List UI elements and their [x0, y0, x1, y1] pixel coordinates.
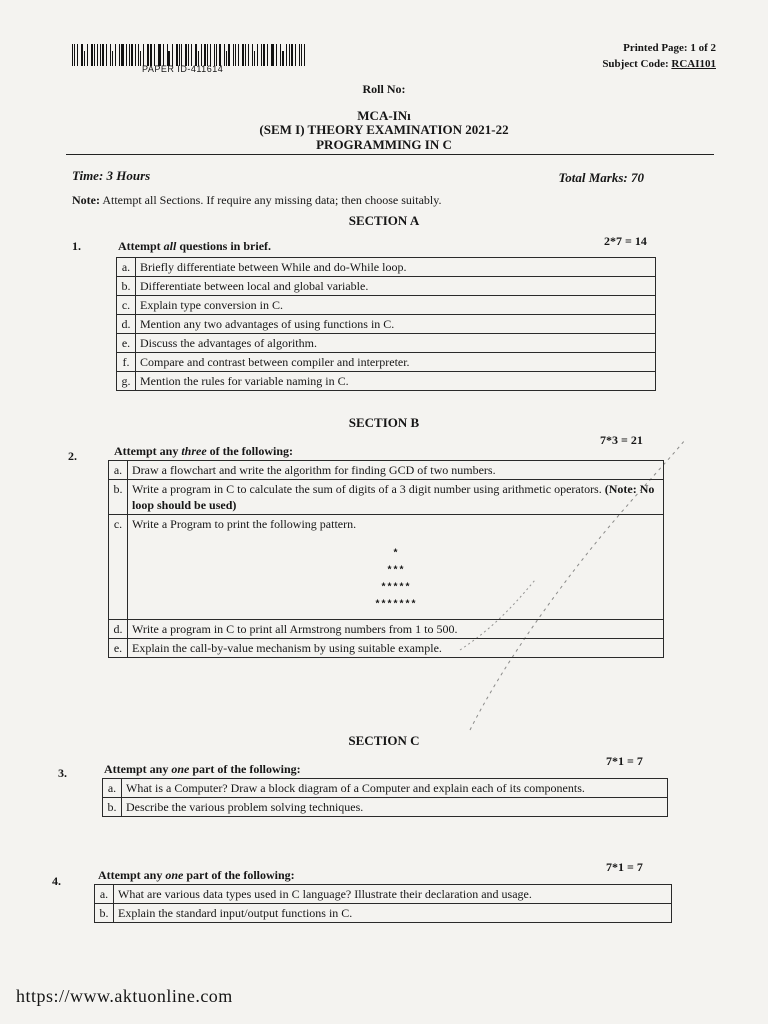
- question-label: e.: [109, 639, 128, 658]
- barcode-bar: [97, 44, 98, 66]
- barcode-bar: [102, 44, 104, 66]
- barcode-bar: [94, 44, 95, 66]
- question-text-cell: [136, 258, 656, 277]
- barcode-bar: [214, 44, 215, 66]
- question-text: Describe the various problem solving techniques.: [126, 800, 364, 814]
- barcode-bar: [257, 44, 258, 66]
- q4-heading-post: part of the following:: [186, 868, 295, 882]
- question-text: Differentiate between local and global variable.: [140, 279, 369, 293]
- question-label: d.: [109, 620, 128, 639]
- q3-number: 3.: [58, 766, 67, 780]
- barcode-bar: [263, 44, 265, 66]
- q3-table: [102, 778, 668, 817]
- barcode-bar: [276, 44, 277, 66]
- q4-heading-pre: Attempt any: [98, 868, 163, 882]
- q1-table: [116, 257, 656, 391]
- question-label: a.: [103, 779, 122, 798]
- question-text-cell: [122, 798, 668, 817]
- barcode-bar: [291, 44, 293, 66]
- barcode-bar: [181, 44, 182, 66]
- barcode-bar: [188, 44, 189, 66]
- barcode-bar: [280, 44, 281, 66]
- question-label: b.: [109, 480, 128, 515]
- q1-heading: [118, 239, 271, 254]
- barcode-bar: [150, 44, 151, 66]
- question-text: Write a Program to print the following pattern.: [132, 517, 357, 531]
- barcode-bar: [238, 44, 239, 66]
- question-row: [117, 296, 656, 315]
- barcode-bar: [286, 44, 287, 66]
- barcode-bar: [195, 44, 197, 66]
- question-text: Explain the standard input/output functions in C.: [118, 906, 353, 920]
- question-text: What is a Computer? Draw a block diagram of a Computer and explain each of its components.: [126, 781, 585, 795]
- barcode-bar: [167, 44, 168, 66]
- barcode-bar: [254, 51, 255, 66]
- q3-heading-em: one: [171, 762, 190, 776]
- barcode-bar: [295, 44, 296, 66]
- barcode-bar: [129, 44, 130, 66]
- question-row: [117, 353, 656, 372]
- barcode-bar: [106, 44, 107, 66]
- question-text: Draw a flowchart and write the algorithm for finding GCD of two numbers.: [132, 463, 496, 477]
- barcode-bar: [81, 44, 83, 66]
- barcode-bar: [235, 44, 236, 66]
- barcode-bar: [207, 44, 208, 66]
- question-label: e.: [117, 334, 136, 353]
- barcode-bar: [289, 44, 290, 66]
- note-label: Note:: [72, 193, 100, 207]
- footer-url[interactable]: https://www.aktuonline.com: [16, 986, 233, 1006]
- barcode-bar: [143, 44, 144, 66]
- barcode-bar: [110, 44, 111, 66]
- question-label: g.: [117, 372, 136, 391]
- barcode-bar: [159, 44, 160, 66]
- barcode-bar: [272, 44, 273, 66]
- section-b-title: SECTION B: [348, 415, 420, 430]
- barcode-bar: [131, 44, 132, 66]
- q4-heading: [98, 868, 295, 883]
- barcode-bar: [77, 44, 78, 66]
- question-note: (Note: No loop should be used): [132, 482, 655, 512]
- pattern-line: ***: [386, 566, 405, 577]
- question-text-cell: [114, 904, 672, 923]
- barcode-bar: [224, 44, 225, 66]
- question-text: Briefly differentiate between While and do-While loop.: [140, 260, 407, 274]
- section-c-title: SECTION C: [348, 733, 420, 748]
- q4-marks: 7*1 = 7: [606, 860, 643, 874]
- barcode-bar: [154, 44, 155, 66]
- barcode-bar: [91, 44, 92, 66]
- q1-heading-pre: Attempt: [118, 239, 161, 253]
- roll-no: Roll No:: [362, 82, 406, 96]
- question-text: Mention any two advantages of using functions in C.: [140, 317, 395, 331]
- barcode-bar: [248, 44, 249, 66]
- barcode-bar: [252, 44, 253, 66]
- barcode-bar: [201, 44, 202, 66]
- time: Time: 3 Hours: [72, 168, 151, 183]
- question-row: [117, 258, 656, 277]
- barcode-bar: [228, 44, 229, 66]
- question-text: Write a program in C to calculate the sum of digits of a 3 digit number using arithmetic operators.: [132, 482, 602, 496]
- barcode-bar: [115, 44, 116, 66]
- barcode-bar: [233, 44, 234, 66]
- question-row: [95, 885, 672, 904]
- q2-number: 2.: [68, 449, 77, 463]
- barcode-bar: [191, 44, 192, 66]
- barcode-bar: [72, 44, 73, 66]
- q2-heading-pre: Attempt any: [114, 444, 179, 458]
- q4-table: [94, 884, 672, 923]
- question-text: What are various data types used in C language? Illustrate their declaration and usage.: [118, 887, 532, 901]
- barcode-bar: [204, 44, 205, 66]
- barcode-bar: [185, 44, 186, 66]
- subject-code-label: Subject Code:: [602, 58, 669, 70]
- barcode-bar: [304, 44, 305, 66]
- q2-marks: 7*3 = 21: [600, 433, 643, 447]
- barcode-bar: [282, 51, 283, 66]
- question-row: [117, 315, 656, 334]
- question-label: b.: [103, 798, 122, 817]
- course-name: MCA-INı: [357, 108, 411, 123]
- barcode-bar: [121, 44, 123, 66]
- barcode-bar: [242, 44, 244, 66]
- question-label: c.: [109, 515, 128, 620]
- barcode-bar: [138, 44, 139, 66]
- q2-heading-em: three: [181, 444, 207, 458]
- barcode-bar: [271, 44, 272, 66]
- q1-number: 1.: [72, 239, 81, 253]
- question-text-cell: [136, 353, 656, 372]
- barcode-bar: [147, 44, 149, 66]
- total-marks: Total Marks: 70: [558, 170, 644, 185]
- barcode-bar: [74, 44, 75, 66]
- question-row: [95, 904, 672, 923]
- barcode-bar: [219, 44, 221, 66]
- section-a-title: SECTION A: [348, 213, 420, 228]
- q3-heading-pre: Attempt any: [104, 762, 169, 776]
- barcode-bar: [135, 44, 136, 66]
- barcode-bar: [245, 44, 246, 66]
- barcode-bar: [100, 44, 101, 66]
- q4-number: 4.: [52, 874, 61, 888]
- question-text-cell: [136, 372, 656, 391]
- question-row: [117, 277, 656, 296]
- header-rule: [66, 154, 714, 155]
- note: [72, 193, 441, 208]
- exam-title: (SEM I) THEORY EXAMINATION 2021-22: [259, 122, 509, 137]
- question-text-cell: [122, 779, 668, 798]
- question-label: a.: [95, 885, 114, 904]
- barcode-bar: [119, 44, 120, 66]
- question-label: c.: [117, 296, 136, 315]
- printed-info: [602, 40, 716, 72]
- note-text: Attempt all Sections. If require any missing data; then choose suitably.: [102, 193, 442, 207]
- barcode-bar: [210, 44, 211, 66]
- question-row: [103, 798, 668, 817]
- handwritten-annotation: [440, 430, 700, 760]
- q1-marks: 2*7 = 14: [604, 234, 647, 248]
- question-text: Compare and contrast between compiler and interpreter.: [140, 355, 410, 369]
- question-text-cell: [136, 296, 656, 315]
- question-text: Mention the rules for variable naming in C.: [140, 374, 349, 388]
- barcode-bar: [179, 44, 180, 66]
- subject-title: PROGRAMMING IN C: [316, 137, 452, 152]
- question-text: Explain the call-by-value mechanism by using suitable example.: [132, 641, 442, 655]
- question-label: a.: [109, 461, 128, 480]
- barcode-bar: [176, 44, 177, 66]
- question-label: a.: [117, 258, 136, 277]
- question-label: b.: [95, 904, 114, 923]
- q4-heading-em: one: [165, 868, 184, 882]
- barcode: [72, 44, 308, 66]
- subject-code-line: [602, 56, 716, 72]
- question-text-cell: [136, 277, 656, 296]
- question-text-cell: [136, 315, 656, 334]
- barcode-bar: [84, 51, 85, 66]
- q1-heading-em: all: [163, 239, 177, 253]
- q3-heading: [104, 762, 301, 777]
- question-text: Write a program in C to print all Armstrong numbers from 1 to 500.: [132, 622, 458, 636]
- pattern-line: *: [392, 549, 399, 560]
- question-row: [103, 779, 668, 798]
- question-label: d.: [117, 315, 136, 334]
- question-text: Explain type conversion in C.: [140, 298, 283, 312]
- question-row: [117, 334, 656, 353]
- paper-id: PAPER ID-411614: [142, 64, 224, 74]
- barcode-bar: [226, 51, 227, 66]
- barcode-bar: [158, 44, 159, 66]
- barcode-bar: [216, 44, 217, 66]
- q2-heading-post: of the following:: [209, 444, 293, 458]
- question-label: f.: [117, 353, 136, 372]
- barcode-bar: [299, 44, 300, 66]
- q1-heading-post: questions in brief.: [179, 239, 272, 253]
- q3-heading-post: part of the following:: [192, 762, 301, 776]
- barcode-bar: [112, 51, 113, 66]
- barcode-bar: [87, 44, 88, 66]
- question-text: Discuss the advantages of algorithm.: [140, 336, 317, 350]
- barcode-bar: [267, 44, 268, 66]
- pattern-line: *******: [374, 600, 417, 611]
- barcode-bar: [261, 44, 262, 66]
- question-label: b.: [117, 277, 136, 296]
- q2-heading: [114, 444, 293, 459]
- subject-code: RCAI101: [671, 58, 716, 70]
- pattern-line: *****: [380, 583, 411, 594]
- q3-marks: 7*1 = 7: [606, 754, 643, 768]
- barcode-bar: [126, 44, 127, 66]
- printed-page: Printed Page: 1 of 2: [623, 42, 716, 54]
- barcode-bar: [301, 44, 302, 66]
- barcode-bar: [163, 44, 164, 66]
- question-row: [117, 372, 656, 391]
- question-text-cell: [114, 885, 672, 904]
- barcode-bar: [172, 44, 173, 66]
- question-text-cell: [136, 334, 656, 353]
